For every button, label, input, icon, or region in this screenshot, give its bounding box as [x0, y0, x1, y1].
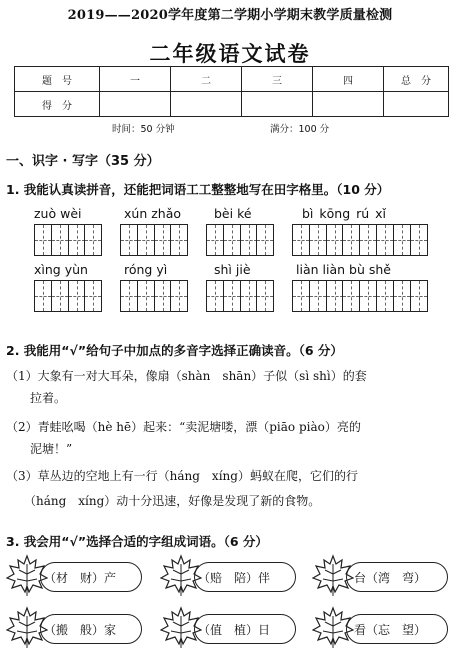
score-input-cell[interactable]: [171, 92, 242, 117]
tianzige-cell[interactable]: [223, 224, 241, 256]
tianzige-cell[interactable]: [154, 224, 172, 256]
sentence-line: （2）青蛙吆喝（hè hē）起来：“卖泥塘喽，漂（piāo piào）亮的: [6, 420, 361, 434]
tianzige-cell[interactable]: [170, 224, 188, 256]
question-3-prompt: 3. 我会用“√”选择合适的字组成词语。（6 分）: [6, 534, 268, 549]
word-choice[interactable]: 看（忘 望）: [354, 623, 427, 637]
tianzige-cell[interactable]: [342, 224, 360, 256]
score-cell: 题 号: [15, 67, 100, 92]
tianzige-cell[interactable]: [120, 224, 138, 256]
writing-grid[interactable]: [292, 280, 427, 312]
writing-grid[interactable]: [120, 224, 187, 256]
tianzige-cell[interactable]: [137, 280, 155, 312]
writing-grid[interactable]: [206, 224, 273, 256]
tianzige-cell[interactable]: [292, 280, 310, 312]
score-cell: 三: [242, 67, 313, 92]
pinyin-label: xún zhǎo: [124, 206, 182, 221]
sentence-line: （1）大象有一对大耳朵，像扇（shàn shān）子似（sì shì）的套: [6, 369, 367, 383]
pinyin-label: bì kōng rú xǐ: [302, 206, 387, 221]
score-input-cell[interactable]: [384, 92, 449, 117]
tianzige-cell[interactable]: [309, 224, 327, 256]
score-cell: 总 分: [384, 67, 449, 92]
pinyin-label: róng yì: [124, 262, 168, 277]
score-input-cell[interactable]: [242, 92, 313, 117]
pinyin-label: bèi ké: [214, 206, 252, 221]
score-table: [14, 66, 449, 117]
tianzige-cell[interactable]: [292, 224, 310, 256]
score-cell: 二: [171, 67, 242, 92]
score-cell: 一: [100, 67, 171, 92]
writing-grid[interactable]: [206, 280, 273, 312]
tianzige-cell[interactable]: [240, 280, 258, 312]
tianzige-cell[interactable]: [256, 280, 274, 312]
tianzige-cell[interactable]: [206, 280, 224, 312]
tianzige-cell[interactable]: [84, 224, 102, 256]
sentence-line: 泥塘！”: [6, 442, 73, 456]
score-table-row-score: [15, 92, 449, 117]
sentence-line: 拉着。: [6, 391, 67, 405]
tianzige-cell[interactable]: [170, 280, 188, 312]
word-choice[interactable]: （赔 陪）伴: [198, 571, 271, 585]
tianzige-cell[interactable]: [376, 224, 394, 256]
pinyin-label: shì jiè: [214, 262, 251, 277]
tianzige-cell[interactable]: [309, 280, 327, 312]
tianzige-cell[interactable]: [410, 224, 428, 256]
tianzige-cell[interactable]: [326, 280, 344, 312]
tianzige-cell[interactable]: [154, 280, 172, 312]
word-choice[interactable]: （值 植）日: [198, 623, 271, 637]
tianzige-cell[interactable]: [376, 280, 394, 312]
tianzige-cell[interactable]: [240, 224, 258, 256]
pinyin-label: liàn liàn bù shě: [296, 262, 391, 277]
word-choice[interactable]: （搬 般）家: [44, 623, 117, 637]
tianzige-cell[interactable]: [393, 224, 411, 256]
tianzige-cell[interactable]: [68, 224, 86, 256]
question-2-prompt: 2. 我能用“√”给句子中加点的多音字选择正确读音。（6 分）: [6, 343, 343, 358]
tianzige-cell[interactable]: [223, 280, 241, 312]
tianzige-cell[interactable]: [256, 224, 274, 256]
score-cell: 得 分: [15, 92, 100, 117]
exam-header: 2019——2020学年度第二学期小学期末教学质量检测: [67, 8, 393, 23]
sentence-line: （3）草丛边的空地上有一行（háng xíng）蚂蚁在爬，它们的行: [6, 469, 358, 483]
score-input-cell[interactable]: [100, 92, 171, 117]
tianzige-cell[interactable]: [51, 224, 69, 256]
tianzige-cell[interactable]: [393, 280, 411, 312]
tianzige-cell[interactable]: [68, 280, 86, 312]
score-input-cell[interactable]: [313, 92, 384, 117]
tianzige-cell[interactable]: [326, 224, 344, 256]
score-cell: 四: [313, 67, 384, 92]
pinyin-label: xìng yùn: [34, 262, 88, 277]
pinyin-label: zuò wèi: [34, 206, 82, 221]
paper-title: 二年级语文试卷: [149, 42, 311, 66]
writing-grid[interactable]: [34, 280, 101, 312]
tianzige-cell[interactable]: [84, 280, 102, 312]
tianzige-cell[interactable]: [410, 280, 428, 312]
score-table-row-header: [15, 67, 449, 92]
tianzige-cell[interactable]: [359, 280, 377, 312]
word-choice[interactable]: 台（湾 弯）: [354, 571, 427, 585]
writing-grid[interactable]: [34, 224, 101, 256]
exam-time: 时间：50 分钟: [112, 124, 175, 135]
section-title: 一、识字 · 写字（35 分）: [6, 154, 160, 169]
tianzige-cell[interactable]: [34, 224, 52, 256]
exam-full-marks: 满分：100 分: [270, 124, 330, 135]
tianzige-cell[interactable]: [206, 224, 224, 256]
word-choice[interactable]: （材 财）产: [44, 571, 117, 585]
tianzige-cell[interactable]: [137, 224, 155, 256]
tianzige-cell[interactable]: [342, 280, 360, 312]
sentence-line: （háng xíng）动十分迅速，好像是发现了新的食物。: [6, 494, 321, 508]
writing-grid[interactable]: [292, 224, 427, 256]
tianzige-cell[interactable]: [51, 280, 69, 312]
tianzige-cell[interactable]: [359, 224, 377, 256]
tianzige-cell[interactable]: [120, 280, 138, 312]
question-1-prompt: 1. 我能认真读拼音，还能把词语工工整整地写在田字格里。（10 分）: [6, 182, 390, 197]
tianzige-cell[interactable]: [34, 280, 52, 312]
writing-grid[interactable]: [120, 280, 187, 312]
